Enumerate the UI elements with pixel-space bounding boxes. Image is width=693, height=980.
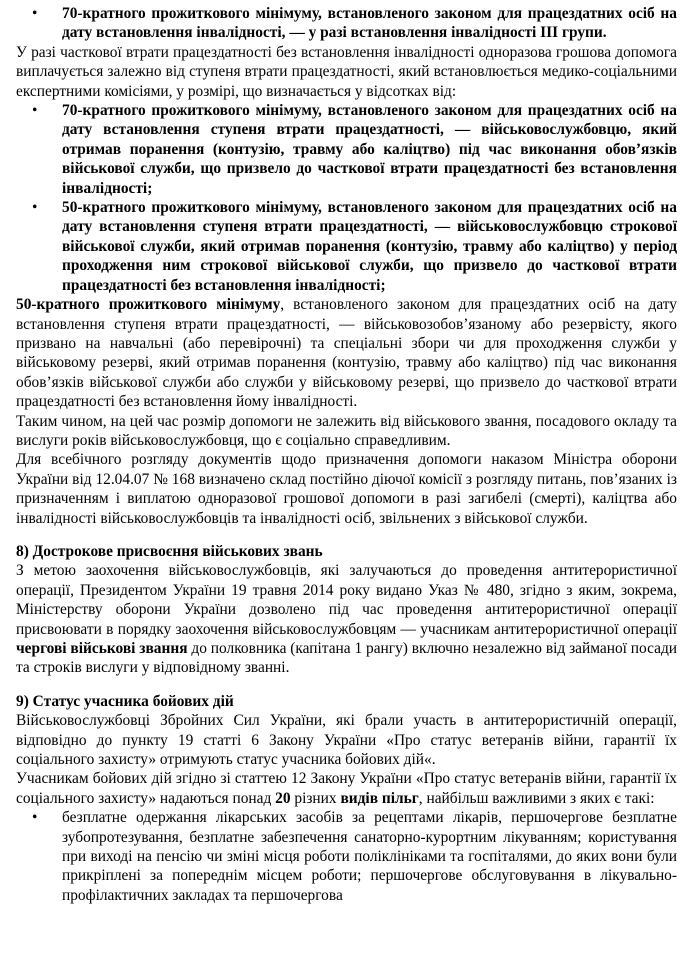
paragraph-combatant-status: Військовослужбовці Збройних Сил України, які брали участь в антитерористичній операції, відповідно до пункту 19 статті 6 Закону України «Про статус ветеранів війни, гарантії їх соціального захисту» отримують статус учасника бойових дій«.	[16, 712, 677, 769]
paragraph-bold-term: чергові військові звання	[16, 640, 188, 657]
section-heading-9: 9) Статус учасника бойових дій	[16, 692, 234, 710]
list-item: • безплатне одержання лікарських засобів за рецептами лікарів, першочергове безплатне зубопротезування, безплатне забезпечення санаторно-курортним лікуванням; користування при виході на пенсію чи зміні місця роботи поліклініками та госпіталями, до яких вони були прикріплені за попереднім місцем роботи; першочергове обслуговування в лікувально-профілактичних закладах та першочергова	[62, 808, 677, 905]
paragraph-text: З метою заохочення військовослужбовців, які залучаються до проведення антитерористичної операції, Президентом України 19 травня 2014 року видано Указ № 480, згідно з яким, зокрема, Міністерству оборони України дозволено під час проведення антитерористичної операції присвоювати в порядку заохочення військовослужбовцям — учасникам антитерористичної операції	[16, 562, 677, 638]
paragraph-bold-term: видів пільг	[340, 789, 419, 807]
section-heading-8: 8) Дострокове присвоєння військових звань	[16, 542, 323, 560]
paragraph-text: Учасникам бойових дій згідно зі статтею 12 Закону України «Про статус ветеранів війни, гарантії їх соціального захисту» надаються понад	[16, 770, 677, 807]
paragraph-text: до полковника (капітана 1 рангу) включно незалежно від займаної посади та строків вислуги у відповідному званні.	[16, 640, 678, 677]
list-item: • 70-кратного прожиткового мінімуму, встановленого законом для працездатних осіб на дату встановлення інвалідності, — у разі встановлення інвалідності III групи.	[62, 4, 677, 43]
paragraph-text: , найбільш важливими з яких є такі:	[418, 789, 655, 807]
paragraph-partial-loss: У разі часткової втрати працездатності без встановлення інвалідності одноразова грошова допомога виплачується залежно від ступеня втрати працездатності, який встановлюється медико-соціальними експертними комісіями, у розмірі, що визначається у відсотках від:	[16, 43, 677, 100]
paragraph-commission: Для всебічного розгляду документів щодо призначення допомоги наказом Міністра оборони України від 12.04.07 № 168 визначено склад постійно діючої комісії з розгляду питань, пов’язаних із призначенням і виплатою одноразової грошової допомоги в разі загибелі (смерті), каліцтва або інвалідності військовослужбовців та інвалідності осіб, звільнених з військової служби.	[16, 451, 677, 527]
paragraph-thus: Таким чином, на цей час розмір допомоги не залежить від військового звання, посадового окладу та вислуги років військовослужбовця, що є соціально справедливим.	[16, 412, 677, 449]
bullet-list-benefits	[16, 808, 677, 905]
paragraph-bold-lead: 50-кратного прожиткового мінімуму	[16, 296, 281, 314]
paragraph-benefits	[16, 769, 677, 808]
bullet-list-partial-loss	[16, 101, 677, 295]
list-item: • 50-кратного прожиткового мінімуму, встановленого законом для працездатних осіб на дату встановлення ступеня втрати працездатності, — військовослужбовцю строкової військової служби, який отримав поранення (контузію, травму або каліцтво) у період проходження ним строкової військової служби, що призвело до часткової втрати працездатності без встановлення інвалідності;	[62, 198, 677, 295]
paragraph-reservist	[16, 295, 677, 411]
paragraph-early-ranks	[16, 561, 677, 677]
list-item: • 70-кратного прожиткового мінімуму, встановленого законом для працездатних осіб на дату встановлення ступеня втрати працездатності, — військовослужбовцю, який отримав поранення (контузію, травму або каліцтво) під час виконання обов’язків військової служби, що призвело до часткової втрати працездатності без встановлення інвалідності;	[62, 101, 677, 198]
bullet-list-disability	[16, 4, 677, 43]
benefits-count: 20	[275, 789, 291, 807]
paragraph-text: різних	[290, 789, 341, 807]
paragraph-text: , встановленого законом для працездатних осіб на дату встановлення ступеня втрати працездатності, — військовозобов’язаному або резервісту, якого призвано на навчальні (або перевірочні) та спеціальні збори чи для проходження служби у військовому резерві, який отримав поранення (контузію, травму або каліцтво) під час виконання обов’язків військової служби або служби у військовому резерві, що призвело до часткової втрати працездатності без встановлення йому інвалідності.	[16, 296, 677, 411]
